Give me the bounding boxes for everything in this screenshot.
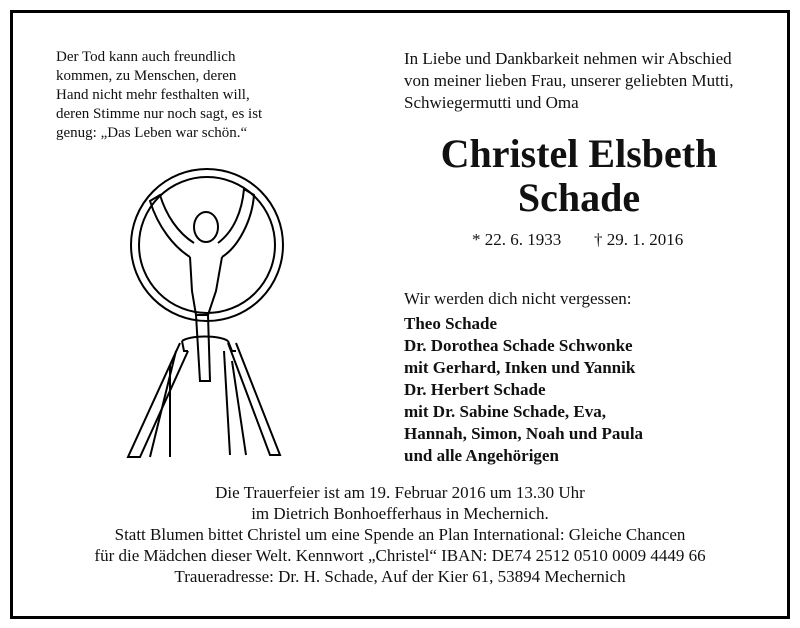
mourner-line: Dr. Dorothea Schade Schwonke <box>404 336 633 355</box>
ceremony-details <box>20 482 780 587</box>
death-date: † 29. 1. 2016 <box>594 230 684 249</box>
farewell-intro <box>404 48 774 114</box>
figure-in-circle-icon <box>120 165 290 465</box>
deceased-first-names: Christel Elsbeth <box>440 131 718 176</box>
poem-line: deren Stimme nur noch sagt, es ist <box>56 106 263 122</box>
mourner-line: und alle Angehörigen <box>404 446 559 465</box>
mourner-line: mit Gerhard, Inken und Yannik <box>404 358 636 377</box>
poem <box>56 48 356 143</box>
address-line: Traueradresse: Dr. H. Schade, Auf der Kier 61, 53894 Mechernich <box>174 567 626 586</box>
poem-line: Hand nicht mehr festhalten will, <box>56 87 250 103</box>
donation-line: Statt Blumen bittet Christel um eine Spende an Plan International: Gleiche Chancen <box>114 525 686 544</box>
birth-date: * 22. 6. 1933 <box>472 230 562 249</box>
donation-line: für die Mädchen dieser Welt. Kennwort „Christel“ IBAN: DE74 2512 0510 0009 4449 66 <box>94 546 706 565</box>
deceased-surname: Schade <box>517 175 641 220</box>
deceased-name <box>380 132 778 220</box>
remember-line: Wir werden dich nicht vergessen: <box>404 289 632 308</box>
intro-line: In Liebe und Dankbarkeit nehmen wir Abschied <box>404 49 732 68</box>
poem-line: genug: „Das Leben war schön.“ <box>56 125 248 141</box>
intro-line: von meiner lieben Frau, unserer geliebten Mutti, <box>404 71 734 90</box>
poem-line: kommen, zu Menschen, deren <box>56 68 237 84</box>
intro-line: Schwiegermutti und Oma <box>404 93 579 112</box>
mourner-line: mit Dr. Sabine Schade, Eva, <box>404 402 606 421</box>
mourner-line: Theo Schade <box>404 314 498 333</box>
ceremony-line: im Dietrich Bonhoefferhaus in Mechernich. <box>251 504 549 523</box>
mourner-line: Hannah, Simon, Noah und Paula <box>404 424 644 443</box>
ceremony-line: Die Trauerfeier ist am 19. Februar 2016 um 13.30 Uhr <box>215 483 585 502</box>
poem-line: Der Tod kann auch freundlich <box>56 49 236 65</box>
mourners-list <box>404 313 774 467</box>
mourner-line: Dr. Herbert Schade <box>404 380 546 399</box>
